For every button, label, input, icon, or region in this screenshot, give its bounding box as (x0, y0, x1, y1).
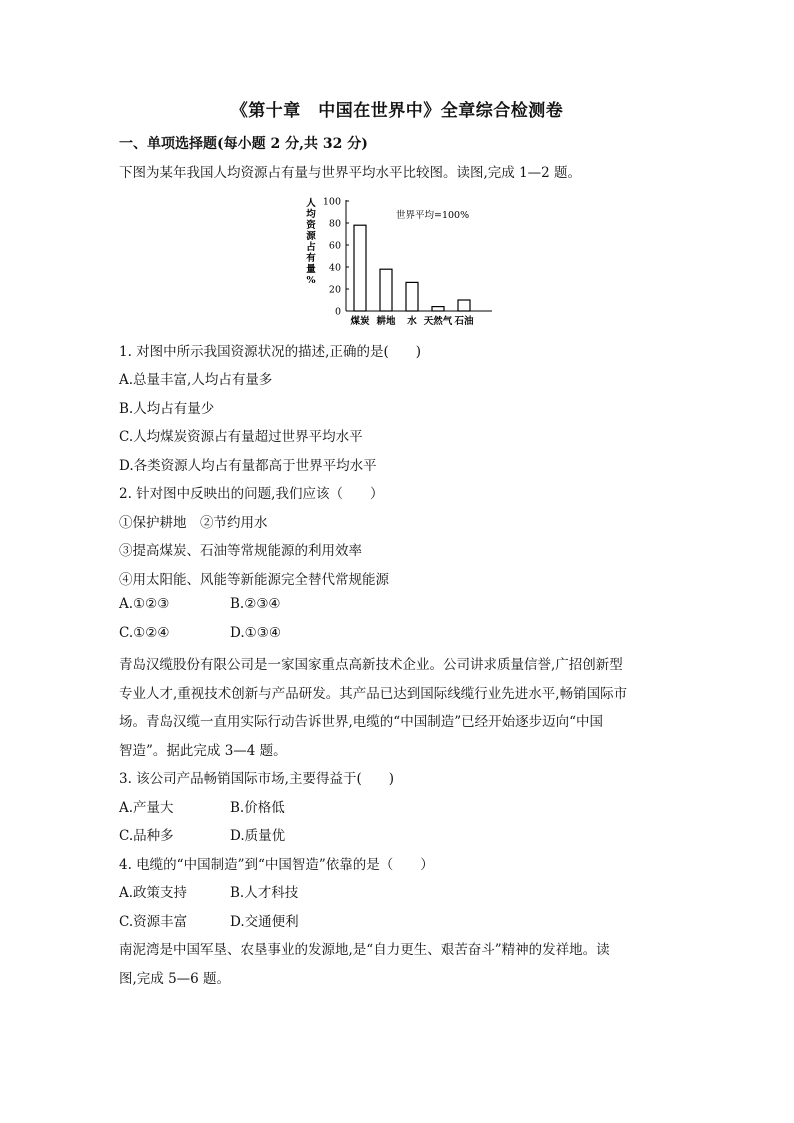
bar-4 (432, 307, 444, 311)
section-heading: 一、单项选择题(每小题 2 分,共 32 分) (119, 136, 368, 152)
chart-ylabel (306, 197, 316, 286)
y-label-char: 占 (306, 242, 316, 253)
q2-option-a: A.①②③ (119, 596, 170, 612)
y-tick-label: 60 (328, 240, 341, 252)
q1-option-a: A.总量丰富,人均占有量多 (119, 372, 273, 388)
q3-stem: 3. 该公司产品畅销国际市场,主要得益于( ) (119, 771, 394, 787)
q4-option-a: A.政策支持 (119, 885, 188, 901)
bar-5 (458, 300, 470, 311)
y-tick-label: 40 (328, 262, 341, 274)
y-tick-label: 0 (334, 306, 341, 318)
q2-options-row-1 (119, 596, 281, 612)
y-tick-label: 20 (328, 284, 341, 296)
q2-option-b: B.②③④ (230, 596, 281, 612)
q4-options-row-2 (119, 910, 299, 930)
bar-3 (406, 282, 418, 311)
y-label-char: 人 (306, 198, 316, 209)
q2-statement-1-2: ①保护耕地 ②节约用水 (119, 515, 268, 531)
passage-3-line-1: 南泥湾是中国军垦、农垦事业的发源地,是“自力更生、艰苦奋斗”精神的发祥地。读 (119, 942, 610, 958)
q2-stem: 2. 针对图中反映出的问题,我们应该（ ） (119, 486, 384, 502)
q1-option-d: D.各类资源人均占有量都高于世界平均水平 (119, 458, 377, 474)
q4-option-d: D.交通便利 (230, 914, 299, 930)
y-tick-label: 80 (328, 218, 341, 230)
q2-statement-3: ③提高煤炭、石油等常规能源的利用效率 (119, 543, 362, 559)
y-label-char: 均 (306, 209, 316, 220)
y-tick-label: 100 (322, 196, 341, 208)
x-tick-label: 水 (407, 316, 417, 327)
y-label-char: 资 (306, 220, 316, 231)
passage-2-line-1: 青岛汉缆股份有限公司是一家国家重点高新技术企业。公司讲求质量信誉,广招创新型 (119, 657, 623, 673)
y-label-char: 有 (306, 253, 316, 264)
passage-2-line-2: 专业人才,重视技术创新与产品研发。其产品已达到国际线缆行业先进水平,畅销国际市 (119, 686, 628, 702)
resource-bar-chart (300, 190, 510, 330)
passage-3-line-2: 图,完成 5—6 题。 (119, 971, 231, 987)
q4-stem: 4. 电缆的“中国制造”到“中国智造”依靠的是（ ） (119, 857, 434, 873)
bar-2 (380, 269, 392, 311)
y-label-char: 量 (306, 264, 316, 275)
q3-option-c: C.品种多 (119, 828, 174, 844)
q3-option-b: B.价格低 (230, 800, 285, 816)
intro-text: 下图为某年我国人均资源占有量与世界平均水平比较图。读图,完成 1—2 题。 (119, 165, 582, 181)
y-label-char: 源 (306, 231, 316, 242)
q3-options-row-2 (119, 824, 286, 844)
q4-options-row-1 (119, 881, 299, 901)
page-title: 《第十章 中国在世界中》全章综合检测卷 (230, 101, 564, 121)
x-tick-label: 耕地 (376, 316, 396, 327)
x-tick-label: 煤炭 (350, 316, 370, 327)
y-label-char: % (306, 275, 316, 286)
passage-2-line-4: 智造”。据此完成 3—4 题。 (119, 743, 287, 759)
chart-svg (300, 190, 510, 330)
q3-option-d: D.质量优 (230, 828, 286, 844)
q2-option-c: C.①②④ (119, 625, 170, 641)
q2-options-row-2 (119, 625, 281, 641)
q1-option-c: C.人均煤炭资源占有量超过世界平均水平 (119, 429, 363, 445)
x-tick-label: 天然气 (423, 316, 453, 327)
q1-stem: 1. 对图中所示我国资源状况的描述,正确的是( ) (119, 344, 421, 360)
q1-option-b: B.人均占有量少 (119, 401, 215, 417)
chart-annotation: 世界平均=100% (396, 210, 470, 221)
q4-option-c: C.资源丰富 (119, 914, 188, 930)
q2-statement-4: ④用太阳能、风能等新能源完全替代常规能源 (119, 572, 389, 588)
x-tick-label: 石油 (454, 316, 474, 327)
q3-options-row-1 (119, 796, 285, 816)
bar-1 (354, 225, 366, 311)
q2-option-d: D.①③④ (230, 625, 281, 641)
passage-2-line-3: 场。青岛汉缆一直用实际行动告诉世界,电缆的“中国制造”已经开始逐步迈向“中国 (119, 714, 603, 730)
q3-option-a: A.产量大 (119, 800, 174, 816)
q4-option-b: B.人才科技 (230, 885, 299, 901)
